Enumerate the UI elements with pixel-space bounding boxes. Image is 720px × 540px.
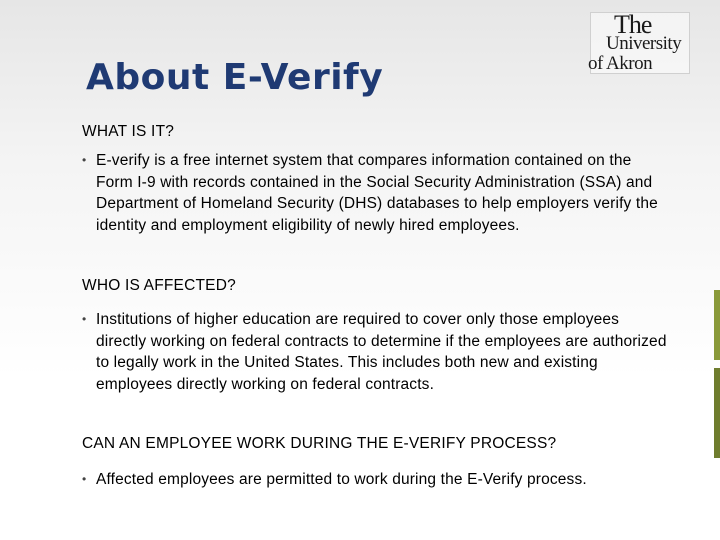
logo-line-akron: of Akron: [588, 53, 653, 74]
bullet-text: E-verify is a free internet system that compares information contained on the Form I-9 with records contained in the Social Security Administration (SSA) and Department of Homeland Security (DHS) databases to help employers verify the identity and employment eligibility of newly hired employees.: [96, 152, 658, 234]
slide-title: About E-Verify: [86, 57, 384, 98]
bullet-what-is-it: [82, 150, 667, 236]
bullet-can-employee-work: [82, 469, 667, 491]
heading-what-is-it: WHAT IS IT?: [82, 123, 175, 140]
heading-can-employee-work: CAN AN EMPLOYEE WORK DURING THE E-VERIFY PROCESS?: [82, 435, 557, 452]
accent-bar-bottom: [714, 368, 720, 458]
logo-line-university: University: [606, 33, 682, 54]
accent-bars: [714, 290, 720, 460]
heading-who-is-affected: WHO IS AFFECTED?: [82, 277, 236, 294]
accent-bar-top: [714, 290, 720, 360]
bullet-dot: •: [82, 312, 87, 326]
bullet-who-is-affected: [82, 309, 667, 395]
bullet-dot: •: [82, 153, 87, 167]
bullet-dot: •: [82, 472, 87, 486]
logo-line-the: The: [614, 10, 652, 39]
university-logo: [588, 12, 692, 74]
bullet-text: Institutions of higher education are required to cover only those employees directly working on federal contracts to determine if the employees are authorized to legally work in the United States. This includes both new and existing employees directly working on federal contracts.: [96, 311, 667, 393]
bullet-text: Affected employees are permitted to work during the E-Verify process.: [96, 471, 587, 488]
